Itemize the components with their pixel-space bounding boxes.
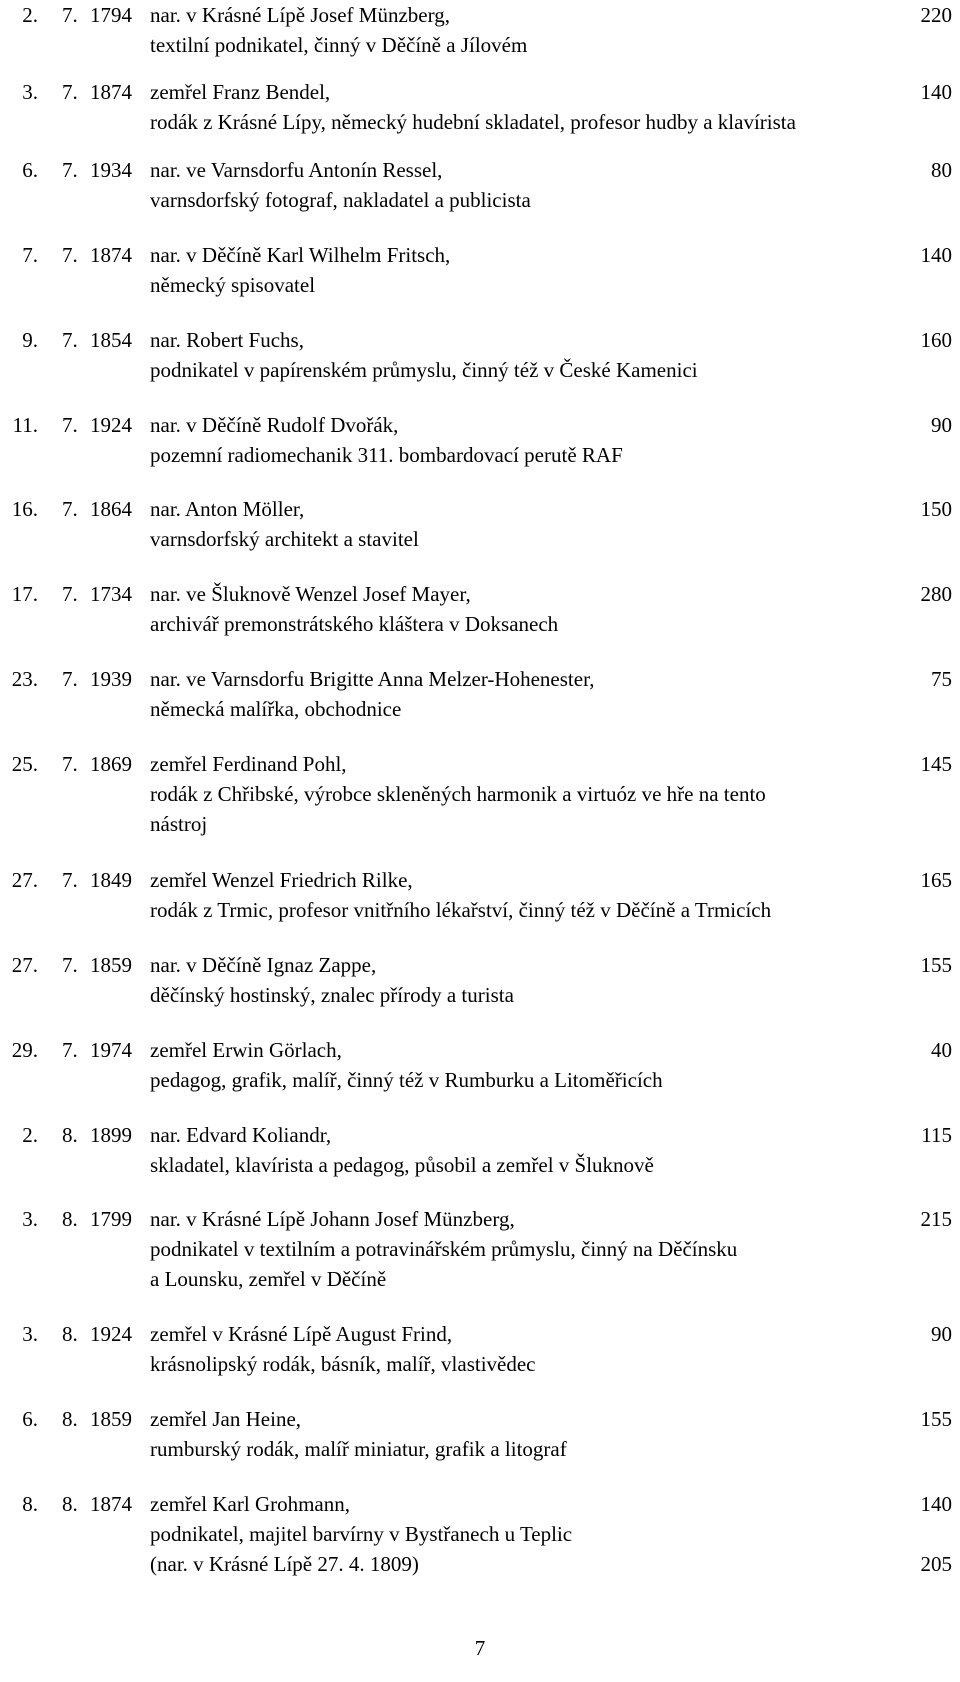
- entry-day: 9.: [22, 328, 38, 352]
- entry-line: nar. ve Varnsdorfu Antonín Ressel,: [150, 158, 443, 182]
- anniversary-years: 280: [920, 582, 952, 606]
- entry-month: 7.: [62, 1038, 78, 1062]
- entry-month: 7.: [62, 497, 78, 521]
- anniversary-years: 145: [920, 752, 952, 776]
- entry-description: [150, 240, 844, 300]
- entry-line: nar. ve Varnsdorfu Brigitte Anna Melzer-Hohenester,: [150, 667, 595, 691]
- page-number: 7: [474, 1636, 486, 1660]
- entry-month: 8.: [62, 1492, 78, 1516]
- entry-year: 1799: [90, 1207, 132, 1231]
- entry-line: nar. Anton Möller,: [150, 497, 305, 521]
- entry-line: zemřel Erwin Görlach,: [150, 1038, 342, 1062]
- entry-line: nar. ve Šluknově Wenzel Josef Mayer,: [150, 582, 471, 606]
- entry-day: 23.: [11, 667, 38, 691]
- anniversary-years: 140: [920, 1492, 952, 1516]
- entry-month: 7.: [62, 413, 78, 437]
- entry-line: krásnolipský rodák, básník, malíř, vlastivědec: [150, 1352, 536, 1376]
- entry-line: archivář premonstrátského kláštera v Doksanech: [150, 612, 559, 636]
- entry-year: 1869: [90, 752, 132, 776]
- entry-day: 11.: [12, 413, 38, 437]
- entry-line: zemřel Jan Heine,: [150, 1407, 302, 1431]
- entry-month: 7.: [62, 243, 78, 267]
- anniversary-years: 90: [931, 413, 952, 437]
- anniversary-years: 160: [920, 328, 952, 352]
- entry-line: zemřel Franz Bendel,: [150, 80, 331, 104]
- list-item: [0, 579, 960, 639]
- entry-year: 1874: [90, 243, 132, 267]
- entry-day: 25.: [11, 752, 38, 776]
- entry-description: [150, 155, 844, 215]
- entry-year: 1874: [90, 1492, 132, 1516]
- entry-line: německá malířka, obchodnice: [150, 697, 402, 721]
- list-item: [0, 0, 960, 60]
- entry-year: 1864: [90, 497, 132, 521]
- entry-month: 8.: [62, 1407, 78, 1431]
- entry-description: [150, 579, 844, 639]
- entry-year: 1874: [90, 80, 132, 104]
- entry-description: [150, 1035, 844, 1095]
- entry-line: podnikatel v textilním a potravinářském průmyslu, činný na Děčínsku: [150, 1237, 738, 1261]
- entry-month: 8.: [62, 1322, 78, 1346]
- entry-year: 1854: [90, 328, 132, 352]
- entry-line: a Lounsku, zemřel v Děčíně: [150, 1267, 387, 1291]
- entry-line: německý spisovatel: [150, 273, 316, 297]
- anniversary-years: 155: [920, 953, 952, 977]
- entry-description: [150, 0, 844, 60]
- entry-line: pedagog, grafik, malíř, činný též v Rumburku a Litoměřicích: [150, 1068, 663, 1092]
- entry-description: [150, 1404, 844, 1464]
- entry-day: 2.: [22, 3, 38, 27]
- entry-line: nar. v Krásné Lípě Josef Münzberg,: [150, 3, 450, 27]
- entry-description: [150, 1319, 844, 1379]
- entry-month: 7.: [62, 667, 78, 691]
- entry-line: skladatel, klavírista a pedagog, působil a zemřel v Šluknově: [150, 1153, 654, 1177]
- entry-line: nar. Robert Fuchs,: [150, 328, 304, 352]
- entry-day: 16.: [11, 497, 38, 521]
- entry-line: zemřel Karl Grohmann,: [150, 1492, 351, 1516]
- list-item: [0, 325, 960, 385]
- entry-year: 1794: [90, 3, 132, 27]
- entry-description: [150, 494, 844, 554]
- entry-year: 1924: [90, 1322, 132, 1346]
- entry-day: 6.: [22, 1407, 38, 1431]
- list-item: [0, 1489, 960, 1579]
- list-item: [0, 155, 960, 215]
- entry-description: [150, 664, 844, 724]
- list-item: [0, 865, 960, 925]
- entry-month: 8.: [62, 1123, 78, 1147]
- entry-line: rumburský rodák, malíř miniatur, grafik a litograf: [150, 1437, 567, 1461]
- entry-day: 17.: [11, 582, 38, 606]
- entry-description: [150, 1204, 844, 1294]
- anniversary-years-birth: 205: [920, 1552, 952, 1576]
- anniversary-years: 75: [931, 667, 952, 691]
- anniversary-years: 40: [931, 1038, 952, 1062]
- entry-line: podnikatel v papírenském průmyslu, činný též v České Kamenici: [150, 358, 698, 382]
- entry-year: 1899: [90, 1123, 132, 1147]
- list-item: [0, 1120, 960, 1180]
- entry-month: 7.: [62, 953, 78, 977]
- entry-line: zemřel v Krásné Lípě August Frind,: [150, 1322, 453, 1346]
- list-item: [0, 410, 960, 470]
- entry-day: 7.: [22, 243, 38, 267]
- entry-day: 3.: [22, 80, 38, 104]
- entry-year: 1859: [90, 953, 132, 977]
- entry-day: 3.: [22, 1207, 38, 1231]
- entry-day: 2.: [22, 1123, 38, 1147]
- entry-day: 29.: [11, 1038, 38, 1062]
- entry-day: 6.: [22, 158, 38, 182]
- entry-line: varnsdorfský architekt a stavitel: [150, 527, 419, 551]
- entry-line: textilní podnikatel, činný v Děčíně a Jílovém: [150, 33, 528, 57]
- anniversary-years: 80: [931, 158, 952, 182]
- entry-line: zemřel Wenzel Friedrich Rilke,: [150, 868, 413, 892]
- entry-description: [150, 950, 844, 1010]
- entry-month: 7.: [62, 80, 78, 104]
- entry-description: [150, 410, 844, 470]
- entry-day: 27.: [11, 868, 38, 892]
- entry-description: [150, 865, 844, 925]
- entry-line: zemřel Ferdinand Pohl,: [150, 752, 347, 776]
- entry-year: 1974: [90, 1038, 132, 1062]
- entry-month: 7.: [62, 158, 78, 182]
- entry-line: nar. v Děčíně Ignaz Zappe,: [150, 953, 377, 977]
- entry-line: nar. v Děčíně Karl Wilhelm Fritsch,: [150, 243, 451, 267]
- entry-line: nar. v Krásné Lípě Johann Josef Münzberg,: [150, 1207, 515, 1231]
- entry-description: [150, 77, 844, 137]
- entry-line: nar. v Děčíně Rudolf Dvořák,: [150, 413, 399, 437]
- list-item: [0, 494, 960, 554]
- entry-year: 1849: [90, 868, 132, 892]
- anniversary-years: 165: [920, 868, 952, 892]
- list-item: [0, 1035, 960, 1095]
- anniversary-years: 90: [931, 1322, 952, 1346]
- anniversary-years: 155: [920, 1407, 952, 1431]
- anniversary-years: 215: [920, 1207, 952, 1231]
- entry-line: rodák z Trmic, profesor vnitřního lékařství, činný též v Děčíně a Trmicích: [150, 898, 772, 922]
- anniversary-years: 140: [920, 80, 952, 104]
- list-item: [0, 1319, 960, 1379]
- entry-description: [150, 325, 844, 385]
- entry-month: 7.: [62, 582, 78, 606]
- entry-day: 27.: [11, 953, 38, 977]
- entry-line: pozemní radiomechanik 311. bombardovací perutě RAF: [150, 443, 623, 467]
- entry-month: 7.: [62, 752, 78, 776]
- list-item: [0, 240, 960, 300]
- entry-line: varnsdorfský fotograf, nakladatel a publicista: [150, 188, 531, 212]
- entry-month: 7.: [62, 328, 78, 352]
- entry-line: (nar. v Krásné Lípě 27. 4. 1809): [150, 1552, 419, 1576]
- anniversary-years: 115: [921, 1123, 952, 1147]
- entry-month: 7.: [62, 868, 78, 892]
- entry-year: 1859: [90, 1407, 132, 1431]
- entry-month: 8.: [62, 1207, 78, 1231]
- entry-year: 1939: [90, 667, 132, 691]
- list-item: [0, 1204, 960, 1294]
- entry-line: děčínský hostinský, znalec přírody a turista: [150, 983, 514, 1007]
- entry-line: nar. Edvard Koliandr,: [150, 1123, 332, 1147]
- entry-description: [150, 1120, 844, 1180]
- entry-description: [150, 749, 844, 839]
- entry-month: 7.: [62, 3, 78, 27]
- anniversary-years: 150: [920, 497, 952, 521]
- entry-year: 1924: [90, 413, 132, 437]
- entry-day: 3.: [22, 1322, 38, 1346]
- entry-line: nástroj: [150, 812, 208, 836]
- entry-year: 1734: [90, 582, 132, 606]
- list-item: [0, 950, 960, 1010]
- entry-line: podnikatel, majitel barvírny v Bystřanech u Teplic: [150, 1522, 573, 1546]
- list-item: [0, 77, 960, 137]
- entry-day: 8.: [22, 1492, 38, 1516]
- entry-line: rodák z Chřibské, výrobce skleněných harmonik a virtuóz ve hře na tento: [150, 782, 766, 806]
- list-item: [0, 749, 960, 839]
- entry-line: rodák z Krásné Lípy, německý hudební skladatel, profesor hudby a klavírista: [150, 110, 796, 134]
- entry-description: [150, 1489, 844, 1579]
- list-item: [0, 664, 960, 724]
- entry-year: 1934: [90, 158, 132, 182]
- list-item: [0, 1404, 960, 1464]
- anniversary-years: 140: [920, 243, 952, 267]
- anniversary-years: 220: [920, 3, 952, 27]
